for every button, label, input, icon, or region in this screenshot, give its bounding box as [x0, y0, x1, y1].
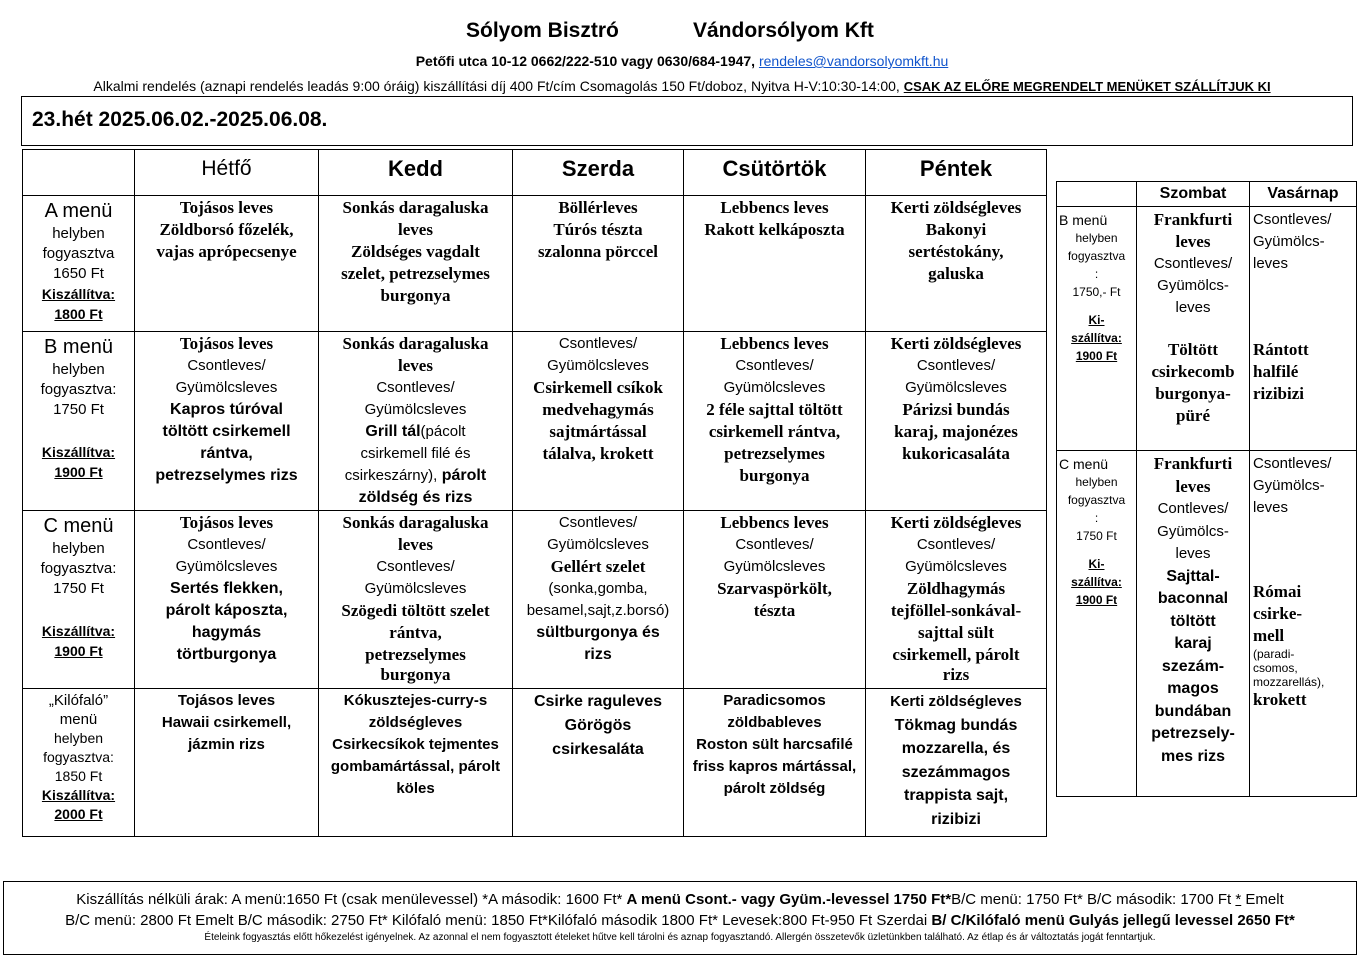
soup-alt: Gyümölcs- — [1253, 477, 1325, 494]
dish-line: Zöldborsó főzelék, — [159, 220, 294, 239]
footer-disclaimer: Ételeink fogyasztás előtt hőkezelést igényelnek. Az azonnal el nem fogyasztott ételeket hűtve kell tárolni és aznap fogyasztandó. Allergén összetevők üzletünkben található. Az étlap és ár változtatás jogát fenntartjuk. — [204, 932, 1156, 943]
main-line: rizibizi — [1253, 384, 1304, 403]
main-line: Sajttal- — [1166, 567, 1220, 585]
dish-line: köles — [396, 780, 435, 797]
row-label-b — [1057, 207, 1137, 451]
main-line: baconnal — [1157, 590, 1229, 607]
soup-alt: Gyümölcsleves — [364, 580, 467, 597]
delivery-label: Kiszállítva: — [41, 787, 116, 803]
dish-line: Lebbencs leves — [720, 198, 829, 217]
main-line: petrezselymes rizs — [155, 467, 298, 484]
main-line: Kapros túróval — [170, 401, 283, 418]
dish-line: Túrós tészta — [553, 220, 643, 239]
soup: Kerti zöldségleves — [890, 513, 1022, 532]
cell-a-wednesday — [513, 196, 684, 332]
dish-line: gombamártással, párolt — [330, 758, 501, 775]
email-link[interactable]: rendeles@vandorsolyomkft.hu — [758, 53, 949, 69]
cell-a-tuesday — [319, 196, 513, 332]
note: mozzarellás), — [1253, 675, 1325, 689]
soup-alt: Csontleves/ — [1253, 211, 1332, 228]
soup-alt: Gyümölcs- — [1157, 522, 1229, 540]
delivery-price: 1800 Ft — [54, 306, 103, 322]
soup: Sonkás daragaluska — [342, 334, 489, 353]
dish-line: Csirke raguleves — [533, 693, 663, 710]
soup: leves — [1175, 476, 1211, 496]
main-line: rántva, — [200, 445, 253, 462]
price: 1750 Ft — [1076, 529, 1117, 543]
soup-alt: Gyümölcsleves — [547, 536, 649, 553]
soup-alt: Csontleves/ — [735, 357, 814, 374]
main-line: püré — [1176, 406, 1210, 425]
dish-line: sertéstokány, — [908, 242, 1004, 261]
soup-alt: leves — [1175, 545, 1211, 562]
cell-c-thursday — [684, 511, 866, 689]
weekend-menu-table — [1056, 181, 1357, 797]
dish-line: szelet, petrezselymes — [341, 264, 490, 283]
dish-line: Tojásos leves — [179, 198, 274, 217]
main-line: krokett — [1253, 690, 1307, 709]
dish-line: zöldbableves — [727, 714, 822, 731]
main-line: mes rizs — [1160, 747, 1226, 765]
dish-line: Tökmag bundás — [894, 716, 1018, 734]
dish-line: mozzarella, és — [901, 740, 1011, 757]
soup-alt: leves — [1175, 299, 1211, 316]
menu-name: B menü — [44, 336, 113, 358]
footer-text: * — [1235, 891, 1242, 908]
dish-line: rizibizi — [931, 810, 981, 828]
main-line: 2 féle sajttal töltött — [706, 400, 843, 419]
weekend-row-b — [1057, 207, 1357, 451]
main-line: burgonya — [380, 665, 451, 684]
footer-text: B/ C/Kilófaló menü Gulyás jellegű levessel 2650 Ft* — [931, 912, 1295, 929]
dish-line: szalonna pörccel — [537, 242, 659, 261]
soup-alt: Gyümölcsleves — [175, 379, 278, 396]
main-line: csirkecomb — [1151, 362, 1235, 381]
week-box — [21, 96, 1353, 146]
cell-a-friday — [866, 196, 1047, 332]
menu-name: C menü — [1059, 456, 1109, 472]
dish-line: jázmin rizs — [188, 736, 265, 753]
footer-text: B/C menü: 1750 Ft* B/C második: 1700 Ft — [951, 891, 1232, 908]
cell-b-friday — [866, 332, 1047, 511]
dish-line: szezámmagos — [901, 763, 1011, 781]
info-text: Alkalmi rendelés (aznapi rendelés leadás 9:00 óráig) kiszállítási díj 400 Ft/cím Csomagolás 150 Ft/doboz, Nyitva H-V:10:30-14:00, — [93, 78, 900, 94]
main-line: medvehagymás — [542, 400, 654, 419]
dish-line: Böllérleves — [558, 198, 638, 217]
contact-line — [0, 52, 1364, 70]
soup-alt: Csontleves/ — [187, 536, 266, 553]
cell-c-wednesday — [513, 511, 684, 689]
main-line: szezám- — [1161, 657, 1225, 675]
cell-b-wednesday — [513, 332, 684, 511]
delivery-price: 1900 Ft — [1075, 349, 1118, 363]
soup: Frankfurti — [1153, 454, 1233, 473]
soup-alt: Csontleves/ — [376, 558, 455, 575]
delivery-label: Ki- — [1088, 557, 1105, 571]
cell-b-thursday — [684, 332, 866, 511]
weekend-row-c — [1057, 451, 1357, 797]
cell-k-thursday — [684, 689, 866, 837]
cell-a-monday — [135, 196, 319, 332]
soup-alt: Csontleves/ — [558, 514, 638, 531]
soup: Frankfurti — [1153, 210, 1233, 229]
dish-line: Görögös — [564, 717, 632, 734]
soup: Tojásos leves — [179, 513, 274, 532]
soup: Lebbencs leves — [720, 513, 829, 532]
footer-text: Emelt — [1245, 891, 1284, 908]
menu-name: „Kilófaló” — [48, 692, 109, 709]
row-label-b — [23, 332, 135, 511]
price: 1750 Ft — [53, 401, 104, 418]
main-line: hagymás — [191, 624, 262, 641]
dish-line: Bakonyi — [925, 220, 987, 239]
main-line: tálalva, krokett — [542, 444, 654, 463]
label-line: fogyasztva — [42, 245, 115, 262]
info-line — [0, 77, 1364, 96]
label-line: helyben — [52, 225, 105, 242]
soup-alt: Gyümölcs- — [1253, 233, 1325, 250]
delivery-price: 1900 Ft — [54, 464, 103, 480]
soup: Lebbencs leves — [720, 334, 829, 353]
cell-k-friday — [866, 689, 1047, 837]
main-line: karaj — [1174, 635, 1212, 652]
main-line: törtburgonya — [176, 646, 277, 663]
footer-text: B/C menü: 2800 Ft Emelt B/C második: 2750 Ft* Kilófaló menü: 1850 Ft*Kilófaló második 1800 Ft* Levesek:800 Ft-950 Ft Szerdai — [65, 912, 928, 929]
menu-name: B menü — [1059, 212, 1108, 228]
soup-alt: Gyümölcsleves — [723, 379, 826, 396]
soup-alt: leves — [1253, 255, 1289, 272]
main-line: petrezselymes — [724, 444, 825, 463]
cell-a-thursday — [684, 196, 866, 332]
day-header-row — [23, 150, 1047, 196]
soup-alt: Gyümölcsleves — [905, 379, 1007, 396]
day-header-friday: Péntek — [866, 150, 1047, 196]
main-line: töltött — [1170, 612, 1216, 630]
menu-name: A menü — [44, 200, 113, 222]
delivery-label: Ki- — [1088, 313, 1105, 327]
footer-box — [3, 881, 1357, 955]
price: 1750,- Ft — [1072, 285, 1121, 299]
main-line: zöldség és rizs — [358, 489, 473, 506]
main-line: rizs — [584, 646, 612, 663]
note: (pácolt — [420, 423, 466, 440]
cell-k-monday — [135, 689, 319, 837]
main-line: párolt — [441, 467, 487, 484]
soup-alt: Csontleves/ — [735, 536, 814, 553]
row-label-a — [23, 196, 135, 332]
label-line: fogyasztva: — [40, 381, 117, 398]
soup-alt: Csontleves/ — [558, 335, 638, 352]
main-line: burgonya- — [1155, 384, 1231, 403]
main-line: halfilé — [1253, 362, 1299, 381]
dish-line: csirkesaláta — [552, 741, 644, 758]
dish-line: friss kapros mártással, — [692, 758, 857, 775]
dish-line: galuska — [928, 264, 984, 283]
label-line: helyben — [1075, 475, 1118, 489]
main-line: párolt káposzta, — [165, 602, 288, 619]
label-line: fogyasztva: — [43, 749, 114, 765]
dish-line: Sonkás daragaluska — [342, 198, 489, 217]
main-line: sajttal sült — [917, 623, 995, 642]
dish-line: Kerti zöldségleves — [890, 198, 1022, 217]
label-line: helyben — [52, 361, 105, 378]
menu-row-kilofalo — [23, 689, 1047, 837]
cell-c-monday — [135, 511, 319, 689]
corner-cell — [23, 150, 135, 196]
main-line: mell — [1253, 626, 1285, 645]
note: (paradi- — [1253, 647, 1295, 661]
label-line: helyben — [1075, 231, 1118, 245]
day-header-thursday: Csütörtök — [684, 150, 866, 196]
main-line: csirkemell, párolt — [892, 645, 1020, 664]
price: 1850 Ft — [54, 768, 103, 784]
main-line: kukoricasaláta — [902, 444, 1010, 463]
dish-line: Tojásos leves — [177, 692, 276, 709]
soup: leves — [1175, 232, 1211, 251]
soup-alt: leves — [1253, 499, 1289, 516]
main-line: rántva, — [389, 623, 442, 642]
menu-name: C menü — [43, 515, 114, 537]
day-header-sunday: Vasárnap — [1250, 182, 1357, 207]
soup-alt: Csontleves/ — [916, 357, 996, 374]
main-line: sajtmártással — [549, 422, 647, 441]
delivery-label: szállítva: — [1071, 575, 1122, 589]
soup: Sonkás daragaluska — [342, 513, 489, 532]
row-label-kilofalo — [23, 689, 135, 837]
label-line: fogyasztva — [1067, 493, 1126, 507]
soup-alt: Gyümölcsleves — [364, 401, 467, 418]
label-line: : — [1094, 267, 1099, 281]
soup: leves — [398, 535, 433, 554]
note: (sonka,gomba, — [548, 580, 648, 597]
delivery-price: 1900 Ft — [1075, 593, 1118, 607]
day-header-tuesday: Kedd — [319, 150, 513, 196]
main-line: burgonya — [739, 466, 810, 485]
corner-cell — [1057, 182, 1137, 207]
main-line: Szarvaspörkölt, — [717, 579, 832, 598]
soup: leves — [398, 356, 433, 375]
soup-alt: Csontleves/ — [1253, 455, 1332, 472]
week-title: 23.hét 2025.06.02.-2025.06.08. — [32, 108, 328, 131]
footer-text: Kiszállítás nélküli árak: A menü:1650 Ft (csak menülevessel) *A második: 1600 Ft* — [76, 891, 623, 908]
soup: Kerti zöldségleves — [890, 334, 1022, 353]
price: 1750 Ft — [53, 580, 104, 597]
contact-text: Petőfi utca 10-12 0662/222-510 vagy 0630/684-1947, — [415, 53, 756, 69]
soup-alt: Csontleves/ — [187, 357, 266, 374]
cell-b-tuesday — [319, 332, 513, 511]
menu-row-b — [23, 332, 1047, 511]
main-line: Zöldhagymás — [906, 579, 1006, 598]
main-line: rizs — [942, 665, 970, 684]
cell-b-monday — [135, 332, 319, 511]
soup-alt: Gyümölcsleves — [723, 558, 826, 575]
menu-row-a — [23, 196, 1047, 332]
label-line: helyben — [53, 730, 104, 746]
note: besamel,sajt,z.borsó) — [526, 602, 670, 619]
note: csirkeszárny), — [344, 467, 438, 484]
main-line: Csirkemell csíkok — [533, 378, 663, 397]
cell-c-saturday — [1137, 451, 1250, 797]
bistro-name: Sólyom Bisztró — [466, 19, 619, 42]
cell-c-friday — [866, 511, 1047, 689]
label-line: fogyasztva — [1067, 249, 1126, 263]
cell-k-tuesday — [319, 689, 513, 837]
dish-line: Paradicsomos — [723, 692, 826, 709]
delivery-label: Kiszállítva: — [41, 286, 116, 302]
weekend-header-row — [1057, 182, 1357, 207]
cell-c-tuesday — [319, 511, 513, 689]
delivery-label: Kiszállítva: — [41, 623, 116, 639]
main-line: Grill tál — [365, 423, 421, 440]
main-line: Rántott — [1253, 340, 1309, 359]
main-line: csirkemell rántva, — [708, 422, 841, 441]
company-name: Vándorsólyom Kft — [693, 19, 874, 42]
info-emph: CSAK AZ ELŐRE MEGRENDELT MENÜKET SZÁLLÍTJUK KI — [903, 79, 1271, 94]
main-line: Római — [1253, 582, 1302, 601]
delivery-label: Kiszállítva: — [41, 444, 116, 460]
delivery-price: 1900 Ft — [54, 643, 103, 659]
dish-line: Zöldséges vagdalt — [351, 242, 480, 261]
dish-line: vajas aprópecsenye — [156, 242, 297, 261]
label-line: : — [1094, 511, 1099, 525]
main-line: töltött csirkemell — [162, 423, 291, 440]
delivery-price: 2000 Ft — [54, 806, 103, 822]
menu-name: menü — [59, 711, 98, 728]
footer-line-2 — [4, 910, 1356, 931]
label-line: helyben — [52, 540, 105, 557]
label-line: fogyasztva: — [40, 560, 117, 577]
cell-b-sunday — [1250, 207, 1357, 451]
main-line: Párizsi bundás — [902, 400, 1010, 419]
dish-line: párolt zöldség — [723, 780, 826, 797]
main-line: Sertés flekken, — [170, 580, 283, 597]
day-header-monday: Hétfő — [135, 150, 319, 196]
cell-c-sunday — [1250, 451, 1357, 797]
main-line: csirke- — [1253, 604, 1303, 623]
dish-line: zöldségleves — [368, 714, 463, 731]
main-line: bundában — [1154, 702, 1232, 720]
row-label-c — [1057, 451, 1137, 797]
main-line: Szögedi töltött szelet — [341, 601, 490, 620]
footer-line-1 — [4, 889, 1356, 910]
main-line: petrezselymes — [365, 645, 466, 664]
note: csirkemell filé és — [360, 445, 471, 462]
note: csomos, — [1253, 661, 1298, 675]
soup-alt: Csontleves/ — [376, 379, 455, 396]
delivery-label: szállítva: — [1071, 331, 1122, 345]
cell-k-wednesday — [513, 689, 684, 837]
dish-line: trappista sajt, — [903, 787, 1009, 804]
dish-line: Hawaii csirkemell, — [161, 714, 292, 731]
day-header-wednesday: Szerda — [513, 150, 684, 196]
dish-line: Kerti zöldségleves — [890, 693, 1022, 710]
main-line: sültburgonya és — [536, 624, 660, 641]
dish-line: Kókusztejes-curry-s — [343, 692, 488, 709]
main-line: tészta — [753, 601, 796, 620]
main-line: Gellért szelet — [550, 557, 646, 576]
dish-line: leves — [398, 220, 433, 239]
price: 1650 Ft — [53, 265, 104, 282]
soup-alt: Gyümölcs- — [1157, 277, 1229, 294]
main-line: Töltött — [1167, 340, 1219, 359]
menu-row-c — [23, 511, 1047, 689]
soup: Tojásos leves — [179, 334, 274, 353]
cell-b-saturday — [1137, 207, 1250, 451]
main-line: petrezsely- — [1151, 725, 1235, 742]
footer-text: A menü Csont.- vagy Gyüm.-levessel 1750 Ft* — [626, 891, 952, 908]
soup-alt: Csontleves/ — [916, 536, 996, 553]
day-header-saturday: Szombat — [1137, 182, 1250, 207]
soup-alt: Gyümölcsleves — [547, 357, 649, 374]
dish-line: Roston sült harcsafilé — [696, 736, 853, 753]
dish-line: Csirkecsíkok tejmentes — [332, 736, 499, 753]
main-line: tejföllel-sonkával- — [890, 601, 1022, 620]
weekly-menu-table — [22, 149, 1047, 837]
row-label-c — [23, 511, 135, 689]
soup-alt: Csontleves/ — [1153, 255, 1233, 272]
main-line: magos — [1167, 680, 1219, 697]
soup-alt: Gyümölcsleves — [175, 558, 278, 575]
soup-alt: Gyümölcsleves — [905, 558, 1007, 575]
soup-alt: Contleves/ — [1157, 500, 1229, 517]
dish-line: burgonya — [380, 286, 451, 305]
main-line: karaj, majonézes — [894, 422, 1018, 441]
dish-line: Rakott kelkáposzta — [704, 220, 845, 239]
